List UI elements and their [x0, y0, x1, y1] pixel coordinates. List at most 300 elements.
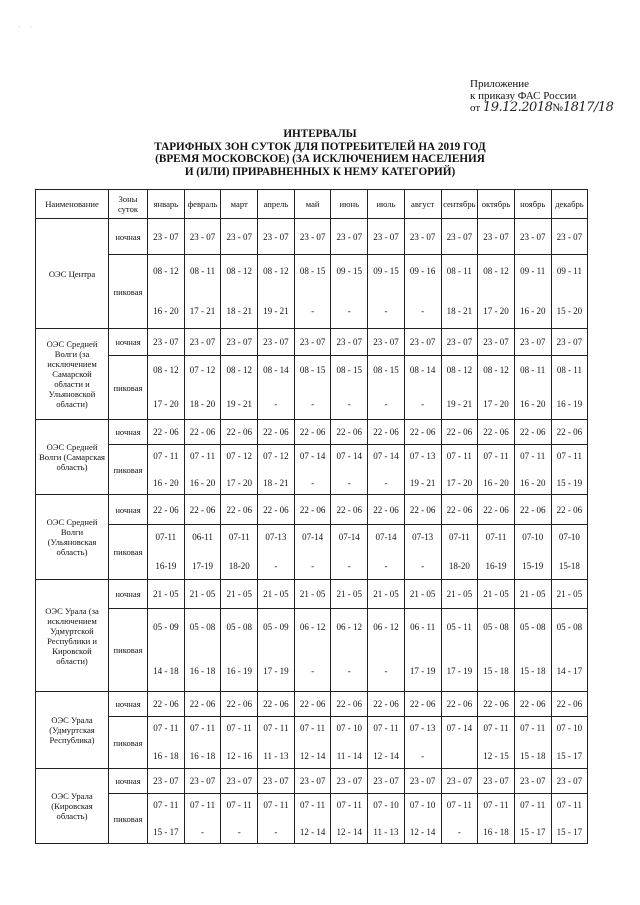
region-night-row	[36, 495, 588, 525]
night-interval-cell: 22 - 06	[331, 692, 368, 717]
peak-interval-second: 14 - 18	[153, 665, 179, 676]
peak-interval-second: 16 - 20	[519, 305, 546, 316]
peak-interval-first: 08 - 15	[373, 364, 399, 375]
peak-interval-cell	[148, 717, 185, 769]
peak-interval-second: 12 - 14	[409, 826, 436, 837]
peak-interval-cell	[184, 445, 221, 495]
night-interval-cell: 22 - 06	[514, 420, 551, 445]
peak-interval-cell	[441, 445, 478, 495]
peak-interval-second: 19 - 21	[409, 477, 436, 488]
peak-interval-cell	[478, 525, 515, 580]
peak-interval-second: 17 - 20	[153, 398, 179, 409]
peak-interval-cell	[258, 255, 295, 329]
night-interval-cell: 21 - 05	[331, 580, 368, 609]
peak-interval-cell	[551, 794, 588, 844]
region-name: ОЭС Урала (за исключением Удмуртской Республики и Кировской области)	[36, 580, 109, 692]
appendix-line1: Приложение	[470, 78, 530, 90]
night-interval-cell: 22 - 06	[258, 495, 295, 525]
peak-interval-first: 07-14	[375, 531, 397, 542]
region-night-row	[36, 329, 588, 356]
peak-interval-second: 11 - 13	[373, 826, 399, 837]
night-interval-cell: 23 - 07	[221, 219, 258, 255]
peak-interval-second: 12 - 14	[336, 826, 363, 837]
peak-interval-cell	[184, 525, 221, 580]
peak-interval-cell	[368, 445, 405, 495]
peak-interval-cell	[478, 356, 515, 420]
region-peak-row	[36, 717, 588, 769]
peak-interval-cell	[404, 255, 441, 329]
peak-interval-second: 17 - 20	[483, 398, 509, 409]
peak-interval-cell	[294, 255, 331, 329]
peak-interval-second: -	[347, 477, 351, 488]
peak-interval-cell	[258, 525, 295, 580]
peak-interval-second: -	[237, 826, 241, 837]
peak-interval-first: 08 - 12	[153, 265, 179, 276]
peak-interval-first: 08 - 12	[483, 265, 509, 276]
zone-peak-label: пиковая	[109, 356, 148, 420]
header-name: Наименование	[36, 190, 109, 219]
peak-interval-second: 15-18	[558, 560, 580, 571]
peak-interval-first: 07-11	[155, 531, 177, 542]
peak-interval-first: 09 - 11	[556, 265, 582, 276]
peak-interval-first: 07 - 14	[336, 450, 363, 461]
peak-interval-first: 07 - 11	[373, 722, 399, 733]
zone-peak-label: пиковая	[109, 794, 148, 844]
peak-interval-second: 16 - 18	[483, 826, 509, 837]
peak-interval-first: 07 - 11	[263, 722, 289, 733]
night-interval-cell: 22 - 06	[551, 692, 588, 717]
night-interval-cell: 23 - 07	[441, 219, 478, 255]
peak-interval-cell	[258, 794, 295, 844]
night-interval-cell: 22 - 06	[184, 420, 221, 445]
peak-interval-first: 06 - 12	[373, 621, 399, 632]
peak-interval-cell	[148, 525, 185, 580]
peak-interval-cell	[478, 609, 515, 692]
peak-interval-cell	[331, 717, 368, 769]
peak-interval-cell	[478, 717, 515, 769]
peak-interval-cell	[331, 794, 368, 844]
peak-interval-second: 18 - 20	[189, 398, 216, 409]
night-interval-cell: 23 - 07	[441, 769, 478, 794]
night-interval-cell: 22 - 06	[404, 692, 441, 717]
peak-interval-first: 07 - 11	[483, 722, 509, 733]
night-interval-cell: 22 - 06	[441, 692, 478, 717]
peak-interval-second: 17 - 20	[483, 305, 509, 316]
peak-interval-second: 16 - 20	[189, 477, 216, 488]
peak-interval-first: 09 - 16	[409, 265, 436, 276]
night-interval-cell: 22 - 06	[294, 420, 331, 445]
region-peak-row	[36, 525, 588, 580]
peak-interval-cell	[184, 609, 221, 692]
document-title	[0, 128, 640, 178]
night-interval-cell: 22 - 06	[148, 495, 185, 525]
peak-interval-first: 07 - 14	[446, 722, 473, 733]
peak-interval-first: 07 - 11	[226, 722, 252, 733]
title-line: (ВРЕМЯ МОСКОВСКОЕ) (ЗА ИСКЛЮЧЕНИЕМ НАСЕЛЕНИЯ	[155, 153, 485, 166]
peak-interval-first: 05 - 08	[226, 621, 252, 632]
peak-interval-second: -	[311, 560, 315, 571]
peak-interval-first: 09 - 15	[373, 265, 399, 276]
peak-interval-second: 17 - 21	[189, 305, 216, 316]
peak-interval-first: 07 - 11	[336, 799, 362, 810]
night-interval-cell: 22 - 06	[294, 692, 331, 717]
peak-interval-first: 07 - 14	[299, 450, 326, 461]
peak-interval-cell	[258, 356, 295, 420]
peak-interval-cell	[221, 255, 258, 329]
night-interval-cell: 23 - 07	[184, 329, 221, 356]
peak-interval-first: 07 - 11	[483, 799, 509, 810]
night-interval-cell: 22 - 06	[478, 420, 515, 445]
peak-interval-first: 05 - 08	[556, 621, 583, 632]
peak-interval-first: 07 - 11	[263, 799, 289, 810]
peak-interval-first: 05 - 08	[483, 621, 509, 632]
night-interval-cell: 23 - 07	[368, 219, 405, 255]
region-peak-row	[36, 794, 588, 844]
peak-interval-cell	[221, 609, 258, 692]
peak-interval-cell	[514, 356, 551, 420]
peak-interval-second: 17 - 19	[446, 665, 473, 676]
peak-interval-first: 08 - 11	[520, 364, 546, 375]
peak-interval-cell	[514, 794, 551, 844]
region-peak-row	[36, 609, 588, 692]
peak-interval-cell	[404, 609, 441, 692]
peak-interval-first: 07 - 11	[483, 450, 509, 461]
region-night-row	[36, 692, 588, 717]
peak-interval-first: 07 - 11	[520, 799, 546, 810]
night-interval-cell: 21 - 05	[184, 580, 221, 609]
peak-interval-second: 15 - 17	[556, 826, 583, 837]
peak-interval-second: 18 - 21	[446, 305, 473, 316]
peak-interval-second: 16-19	[485, 560, 507, 571]
peak-interval-first: 07 - 11	[446, 450, 472, 461]
peak-interval-first: 05 - 09	[153, 621, 179, 632]
peak-interval-cell	[404, 717, 441, 769]
peak-interval-first: 07 - 11	[153, 450, 179, 461]
corner-mark: · ·	[18, 22, 36, 32]
peak-interval-cell	[148, 794, 185, 844]
region-night-row	[36, 769, 588, 794]
peak-interval-second: -	[421, 305, 425, 316]
peak-interval-first: 07 - 11	[556, 450, 582, 461]
peak-interval-first: 07-10	[522, 531, 544, 542]
peak-interval-first: 07 - 10	[373, 799, 399, 810]
number-sign: №	[552, 102, 563, 114]
night-interval-cell: 23 - 07	[404, 769, 441, 794]
peak-interval-first: 05 - 11	[446, 621, 472, 632]
night-interval-cell: 22 - 06	[148, 420, 185, 445]
peak-interval-cell	[294, 356, 331, 420]
night-interval-cell: 22 - 06	[184, 495, 221, 525]
peak-interval-first: 08 - 15	[336, 364, 363, 375]
zone-peak-label: пиковая	[109, 609, 148, 692]
peak-interval-first: 07 - 11	[300, 799, 326, 810]
zone-peak-label: пиковая	[109, 255, 148, 329]
peak-interval-second: 12 - 14	[373, 750, 399, 761]
peak-interval-cell	[551, 525, 588, 580]
peak-interval-first: 07 - 11	[153, 799, 179, 810]
zone-peak-label: пиковая	[109, 717, 148, 769]
header-month: июль	[368, 190, 405, 219]
region-name: ОЭС Урала (Кировская область)	[36, 769, 109, 844]
appendix-from: от	[470, 102, 481, 114]
peak-interval-cell	[441, 717, 478, 769]
header-month: апрель	[258, 190, 295, 219]
header-month: октябрь	[478, 190, 515, 219]
peak-interval-first: 08 - 15	[299, 364, 326, 375]
peak-interval-first: 08 - 14	[409, 364, 436, 375]
zone-night-label: ночная	[109, 769, 148, 794]
peak-interval-first: 07 - 13	[409, 450, 436, 461]
peak-interval-first: 08 - 11	[446, 265, 472, 276]
header-month: февраль	[184, 190, 221, 219]
night-interval-cell: 23 - 07	[294, 329, 331, 356]
peak-interval-first: 07-10	[558, 531, 580, 542]
peak-interval-second: 14 - 17	[556, 665, 583, 676]
peak-interval-second: -	[457, 826, 461, 837]
night-interval-cell: 22 - 06	[221, 692, 258, 717]
night-interval-cell: 23 - 07	[184, 219, 221, 255]
zone-night-label: ночная	[109, 219, 148, 255]
night-interval-cell: 21 - 05	[551, 580, 588, 609]
header-month: ноябрь	[514, 190, 551, 219]
peak-interval-first: 08 - 12	[446, 364, 473, 375]
peak-interval-second: -	[384, 305, 388, 316]
peak-interval-first: 05 - 08	[189, 621, 216, 632]
night-interval-cell: 22 - 06	[294, 495, 331, 525]
peak-interval-first: 09 - 15	[336, 265, 363, 276]
peak-interval-second: 11 - 13	[263, 750, 289, 761]
peak-interval-first: 07 - 10	[336, 722, 363, 733]
peak-interval-second: 15 - 20	[556, 305, 583, 316]
peak-interval-cell	[478, 794, 515, 844]
peak-interval-second: 15 - 18	[483, 665, 509, 676]
peak-interval-cell	[441, 356, 478, 420]
peak-interval-first: 05 - 09	[263, 621, 289, 632]
peak-interval-first: 06 - 11	[410, 621, 436, 632]
peak-interval-cell	[551, 717, 588, 769]
region-night-row	[36, 219, 588, 255]
peak-interval-cell	[184, 255, 221, 329]
peak-interval-first: 07 - 12	[263, 450, 289, 461]
peak-interval-second: 15 - 18	[519, 665, 546, 676]
peak-interval-first: 07 - 11	[556, 799, 582, 810]
night-interval-cell: 22 - 06	[441, 495, 478, 525]
peak-interval-second: 15 - 17	[519, 826, 546, 837]
peak-interval-cell	[148, 609, 185, 692]
region-name: ОЭС Средней Волги (за исключением Самарской области и Ульяновской области)	[36, 329, 109, 420]
night-interval-cell: 23 - 07	[478, 769, 515, 794]
appendix-line3	[470, 102, 613, 114]
peak-interval-first: 07 - 12	[189, 364, 216, 375]
peak-interval-second: 17 - 20	[226, 477, 252, 488]
peak-interval-second: 12 - 15	[483, 750, 509, 761]
night-interval-cell: 23 - 07	[368, 769, 405, 794]
peak-interval-second: -	[311, 665, 315, 676]
night-interval-cell: 22 - 06	[258, 692, 295, 717]
night-interval-cell: 23 - 07	[294, 769, 331, 794]
region-name: ОЭС Центра	[36, 219, 109, 329]
peak-interval-second: 17 - 20	[446, 477, 473, 488]
tariff-zones-table	[35, 189, 588, 844]
night-interval-cell: 23 - 07	[404, 329, 441, 356]
zone-peak-label: пиковая	[109, 525, 148, 580]
night-interval-cell: 23 - 07	[221, 329, 258, 356]
peak-interval-cell	[368, 255, 405, 329]
header-month: декабрь	[551, 190, 588, 219]
peak-interval-second: 16 - 19	[556, 398, 583, 409]
night-interval-cell: 21 - 05	[221, 580, 258, 609]
peak-interval-first: 07 - 11	[189, 799, 216, 810]
peak-interval-second: 16 - 20	[153, 477, 179, 488]
peak-interval-cell	[441, 525, 478, 580]
night-interval-cell: 23 - 07	[514, 769, 551, 794]
region-peak-row	[36, 445, 588, 495]
night-interval-cell: 22 - 06	[368, 420, 405, 445]
zone-night-label: ночная	[109, 495, 148, 525]
peak-interval-second: 16 - 18	[189, 665, 216, 676]
peak-interval-second: 18 - 21	[263, 477, 289, 488]
night-interval-cell: 21 - 05	[148, 580, 185, 609]
peak-interval-first: 07 - 10	[556, 722, 583, 733]
peak-interval-cell	[258, 445, 295, 495]
peak-interval-second: 16 - 20	[519, 398, 546, 409]
night-interval-cell: 23 - 07	[184, 769, 221, 794]
zone-night-label: ночная	[109, 329, 148, 356]
peak-interval-cell	[478, 445, 515, 495]
peak-interval-cell	[184, 356, 221, 420]
peak-interval-second: -	[311, 305, 315, 316]
title-line: ТАРИФНЫХ ЗОН СУТОК ДЛЯ ПОТРЕБИТЕЛЕЙ НА 2019 ГОД	[154, 140, 486, 153]
night-interval-cell: 23 - 07	[258, 329, 295, 356]
handwritten-number: 1817/18	[562, 100, 614, 115]
peak-interval-first: 07 - 11	[189, 722, 216, 733]
peak-interval-cell	[514, 445, 551, 495]
night-interval-cell: 23 - 07	[331, 769, 368, 794]
night-interval-cell: 22 - 06	[184, 692, 221, 717]
peak-interval-cell	[551, 356, 588, 420]
peak-interval-second: 15 - 18	[519, 750, 546, 761]
peak-interval-second: -	[347, 305, 351, 316]
peak-interval-second: -	[347, 665, 351, 676]
peak-interval-cell	[551, 609, 588, 692]
night-interval-cell: 23 - 07	[551, 769, 588, 794]
night-interval-cell: 23 - 07	[551, 329, 588, 356]
peak-interval-second: 18-20	[448, 560, 470, 571]
peak-interval-second: -	[421, 560, 425, 571]
night-interval-cell: 23 - 07	[148, 769, 185, 794]
night-interval-cell: 21 - 05	[294, 580, 331, 609]
peak-interval-first: 09 - 11	[520, 265, 546, 276]
night-interval-cell: 23 - 07	[258, 219, 295, 255]
peak-interval-second: -	[274, 398, 278, 409]
peak-interval-first: 08 - 12	[153, 364, 179, 375]
peak-interval-second: 17 - 19	[263, 665, 289, 676]
peak-interval-first: 08 - 15	[299, 265, 326, 276]
night-interval-cell: 21 - 05	[368, 580, 405, 609]
table-header-row	[36, 190, 588, 219]
region-name: ОЭС Урала (Удмуртская Республика)	[36, 692, 109, 769]
peak-interval-second: -	[384, 477, 388, 488]
peak-interval-second: 19 - 21	[446, 398, 473, 409]
zone-night-label: ночная	[109, 692, 148, 717]
peak-interval-second: 12 - 14	[299, 826, 326, 837]
peak-interval-cell	[331, 255, 368, 329]
peak-interval-second: -	[347, 560, 351, 571]
peak-interval-second: 18 - 21	[226, 305, 252, 316]
peak-interval-cell	[368, 356, 405, 420]
header-month: август	[404, 190, 441, 219]
night-interval-cell: 21 - 05	[514, 580, 551, 609]
peak-interval-cell	[331, 356, 368, 420]
peak-interval-first: 07-11	[449, 531, 470, 542]
peak-interval-cell	[551, 255, 588, 329]
peak-interval-second: 18-20	[228, 560, 250, 571]
peak-interval-second: 17-19	[192, 560, 214, 571]
night-interval-cell: 23 - 07	[331, 219, 368, 255]
peak-interval-cell	[331, 445, 368, 495]
region-name: ОЭС Средней Волги (Ульяновская область)	[36, 495, 109, 580]
peak-interval-cell	[368, 794, 405, 844]
peak-interval-second: -	[201, 826, 205, 837]
peak-interval-cell	[514, 609, 551, 692]
peak-interval-cell	[294, 609, 331, 692]
night-interval-cell: 23 - 07	[368, 329, 405, 356]
peak-interval-second: -	[421, 750, 425, 761]
peak-interval-cell	[148, 255, 185, 329]
peak-interval-first: 07 - 11	[189, 450, 216, 461]
header-month: июнь	[331, 190, 368, 219]
night-interval-cell: 22 - 06	[404, 495, 441, 525]
peak-interval-second: 16 - 20	[519, 477, 546, 488]
region-peak-row	[36, 356, 588, 420]
peak-interval-cell	[294, 445, 331, 495]
peak-interval-first: 07 - 11	[300, 722, 326, 733]
peak-interval-cell	[221, 525, 258, 580]
night-interval-cell: 23 - 07	[478, 329, 515, 356]
night-interval-cell: 23 - 07	[441, 329, 478, 356]
header-month: март	[221, 190, 258, 219]
peak-interval-second: 15-19	[522, 560, 544, 571]
night-interval-cell: 21 - 05	[478, 580, 515, 609]
peak-interval-first: 06 - 12	[299, 621, 326, 632]
night-interval-cell: 23 - 07	[148, 219, 185, 255]
night-interval-cell: 22 - 06	[331, 495, 368, 525]
peak-interval-cell	[221, 356, 258, 420]
peak-interval-first: 06-11	[192, 531, 213, 542]
peak-interval-second: -	[311, 398, 315, 409]
peak-interval-first: 07-11	[485, 531, 507, 542]
peak-interval-cell	[331, 609, 368, 692]
peak-interval-second: -	[421, 398, 425, 409]
region-night-row	[36, 580, 588, 609]
peak-interval-second: -	[274, 826, 278, 837]
night-interval-cell: 22 - 06	[368, 692, 405, 717]
peak-interval-cell	[478, 255, 515, 329]
night-interval-cell: 23 - 07	[331, 329, 368, 356]
peak-interval-second: 19 - 21	[263, 305, 289, 316]
peak-interval-second: -	[384, 665, 388, 676]
peak-interval-cell	[404, 445, 441, 495]
title-line: И (ИЛИ) ПРИРАВНЕННЫХ К НЕМУ КАТЕГОРИЙ)	[184, 165, 456, 178]
peak-interval-second: 16 - 18	[153, 750, 179, 761]
peak-interval-cell	[514, 525, 551, 580]
night-interval-cell: 22 - 06	[551, 420, 588, 445]
night-interval-cell: 22 - 06	[478, 495, 515, 525]
peak-interval-first: 08 - 12	[226, 265, 252, 276]
peak-interval-second: 11 - 14	[336, 750, 362, 761]
night-interval-cell: 23 - 07	[478, 219, 515, 255]
peak-interval-second: -	[384, 398, 388, 409]
